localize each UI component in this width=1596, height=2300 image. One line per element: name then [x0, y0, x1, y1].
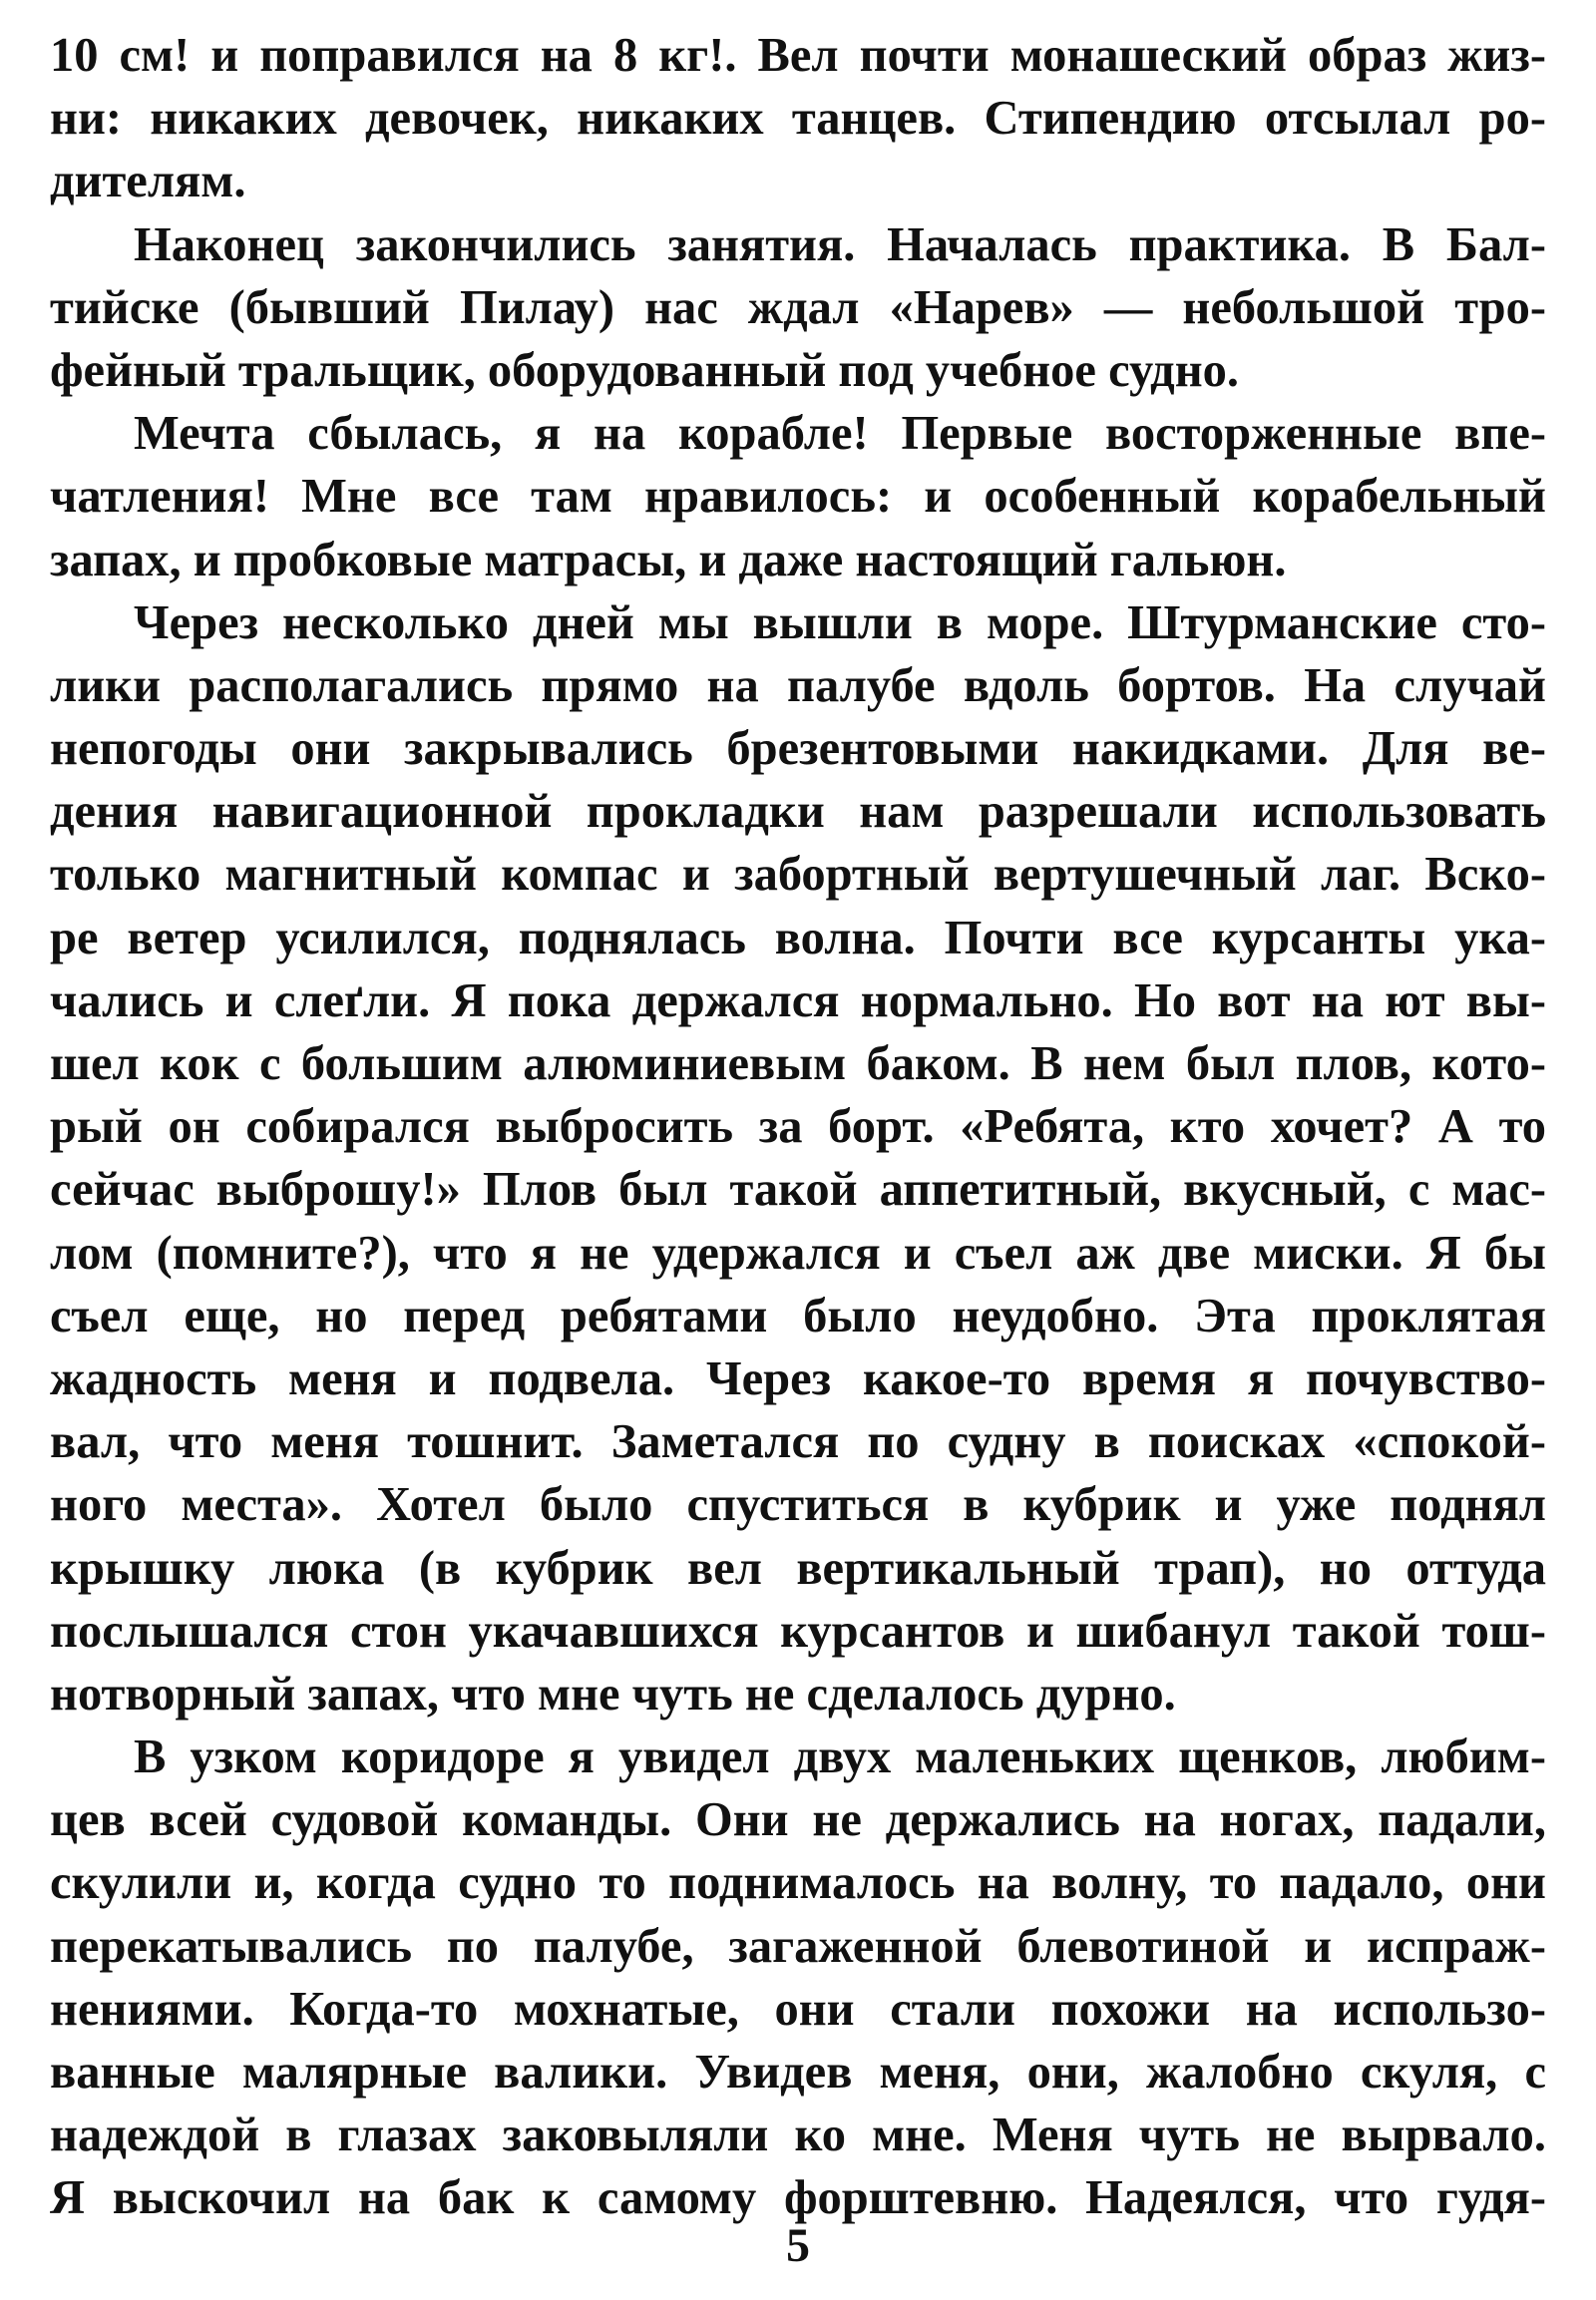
text-line: надеждой в глазах заковыляли ко мне. Меня чуть не вырвало. [50, 2108, 1546, 2162]
text-line: жадность меня и подвела. Через какое-то время я почувство- [50, 1351, 1546, 1405]
text-line: ванные малярные валики. Увидев меня, они, жалобно скуля, с [50, 2046, 1546, 2099]
text-line: послышался стон укачавшихся курсантов и шибанул такой тош- [50, 1604, 1546, 1658]
text-line: ре ветер усилился, поднялась волна. Почти все курсанты ука- [50, 911, 1546, 964]
text-line: лом (помните?), что я не удержался и съел аж две миски. Я бы [50, 1226, 1546, 1280]
text-line: нотворный запах, что мне чуть не сделалось дурно. [50, 1667, 1176, 1721]
text-line: непогоды они закрывались брезентовыми накидками. Для ве- [50, 722, 1546, 776]
text-line: Наконец закончились занятия. Началась практика. В Бал- [134, 217, 1546, 271]
page-number: 5 [786, 2219, 810, 2272]
text-line: шел кок с большим алюминиевым баком. В нем был плов, кото- [50, 1037, 1546, 1090]
text-line: цев всей судовой команды. Они не держались на ногах, падали, [50, 1793, 1546, 1847]
text-line: чались и слеґли. Я пока держался нормально. Но вот на ют вы- [50, 973, 1546, 1027]
text-line: фейный тральщик, оборудованный под учебное судно. [50, 343, 1240, 397]
text-line: Через несколько дней мы вышли в море. Штурманские сто- [134, 595, 1546, 649]
text-line: Мечта сбылась, я на корабле! Первые восторженные впе- [134, 407, 1546, 461]
body-text [50, 24, 1546, 2230]
text-line: ного места». Хотел было спуститься в кубрик и уже поднял [50, 1478, 1546, 1532]
text-line: чатления! Мне все там нравилось: и особенный корабельный [50, 470, 1546, 524]
text-line: запах, и пробковые матрасы, и даже настоящий гальюн. [50, 533, 1287, 586]
text-line: Я выскочил на бак к самому форштевню. Надеялся, что гудя- [50, 2171, 1546, 2225]
text-line: вал, что меня тошнит. Заметался по судну в поисках «спокой- [50, 1415, 1546, 1469]
text-line: сейчас выброшу!» Плов был такой аппетитный, вкусный, с мас- [50, 1163, 1546, 1217]
text-line: крышку люка (в кубрик вел вертикальный трап), но оттуда [50, 1541, 1546, 1595]
text-line: только магнитный компас и забортный вертушечный лаг. Вско- [50, 848, 1546, 902]
text-line: рый он собирался выбросить за борт. «Ребята, кто хочет? А то [50, 1100, 1546, 1154]
text-line: лики располагались прямо на палубе вдоль бортов. На случай [50, 658, 1546, 712]
text-line: дителям. [50, 155, 246, 208]
text-line: тийске (бывший Пилау) нас ждал «Нарев» — небольшой тро- [50, 280, 1546, 334]
text-line: ни: никаких девочек, никаких танцев. Стипендию отсылал ро- [50, 92, 1546, 146]
text-line: В узком коридоре я увидел двух маленьких щенков, любим- [134, 1730, 1546, 1784]
text-line: нениями. Когда-то мохнатые, они стали похожи на использо- [50, 1982, 1546, 2036]
text-line: перекатывались по палубе, загаженной блевотиной и испраж- [50, 1919, 1546, 1973]
text-line: скулили и, когда судно то поднималось на волну, то падало, они [50, 1856, 1546, 1910]
text-line: 10 см! и поправился на 8 кг!. Вел почти монашеский образ жиз- [50, 29, 1546, 82]
text-line: дения навигационной прокладки нам разрешали использовать [50, 785, 1546, 839]
text-line: съел еще, но перед ребятами было неудобно. Эта проклятая [50, 1289, 1546, 1342]
